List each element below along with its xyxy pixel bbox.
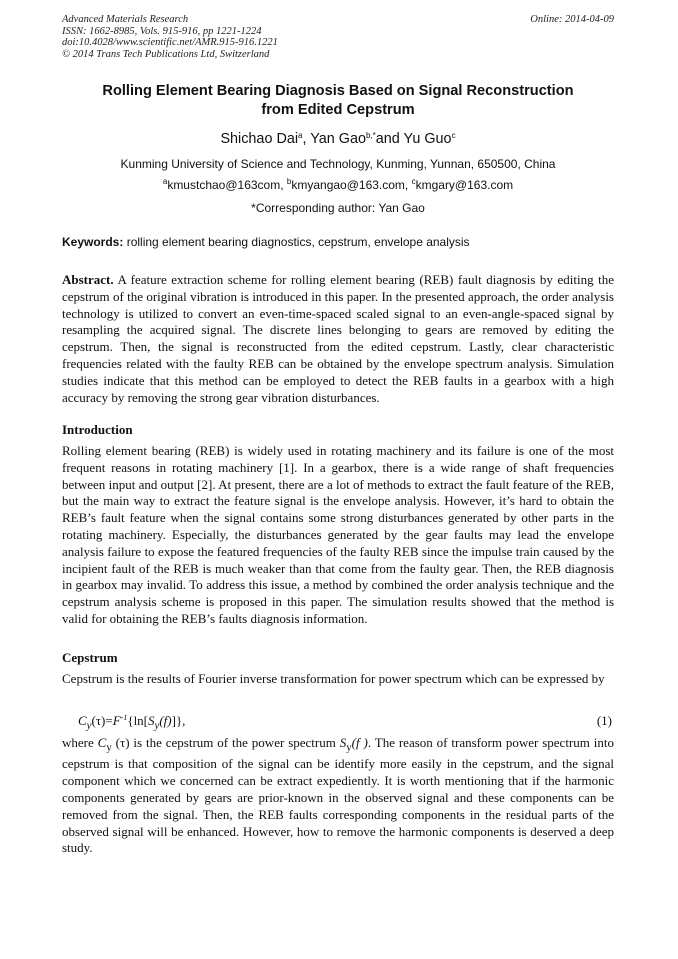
online-date: Online: 2014-04-09 <box>530 14 614 25</box>
author-list <box>62 130 614 148</box>
cepstrum-explanation-paragraph <box>62 735 614 857</box>
where-S: S <box>339 735 347 750</box>
eq-f: (f) <box>159 713 172 728</box>
eq-close: ]}, <box>171 713 186 728</box>
cepstrum-heading: Cepstrum <box>62 650 118 665</box>
where-rest: . The reason of transform power spectrum into cepstrum is that composition of the signal can be identify more easily in the cepstrum, and the signal component which we concerned can be extract expediently. It is worth mentioning that if the harmonic components generated by gears are prior-known in the observed signal and these components can be removed from the signal. Then, the REB faults corresponding components in the residual parts of the observed signal will be enhanced. However, how to remove the harmonic components is deserved a deep study. <box>62 735 614 856</box>
issn-line: ISSN: 1662-8985, Vols. 915-916, pp 1221-1224 <box>62 25 262 37</box>
eq-F-sup: -1 <box>120 713 128 722</box>
where-C-sub: y <box>106 741 112 754</box>
paper-title <box>62 82 614 120</box>
email-a-mark: a <box>162 177 168 186</box>
eq-open: {ln[ <box>127 713 149 728</box>
equation-number: (1) <box>596 713 612 728</box>
email-c: kmgary@163.com <box>415 178 514 192</box>
where-C: C <box>97 735 107 750</box>
eq-F: F <box>112 713 121 728</box>
corresponding-author: *Corresponding author: Yan Gao <box>251 201 425 215</box>
cepstrum-intro-paragraph: Cepstrum is the results of Fourier inverse transformation for power spectrum which can be expressed by <box>62 671 605 686</box>
where-S-sub: y <box>346 741 352 754</box>
title-line-2: from Edited Cepstrum <box>261 102 415 118</box>
eq-C-sub: y <box>86 719 92 732</box>
abstract-text: A feature extraction scheme for rolling element bearing (REB) fault diagnosis by editing the cepstrum of the original vibration is introduced in this paper. In the presented approach, the order analysis technology is utilized to convert an even-time-spaced scaled signal to an even-angle-spaced signal by resampling the acquired signal. The discrete lines belonging to gears are removed by editing the cepstrum. Then, the signal is reconstructed from the edited cepstrum. Lastly, clear characteristic frequencies related with the faulty REB can be obtained by the envelope spectrum analysis. Simulation studies indicate that this method can be employed to detect the REB faults in a gearbox with a high accuracy by removing the strong gear vibration disturbances. <box>62 272 614 405</box>
author-emails <box>62 178 614 193</box>
abstract-label: Abstract. <box>62 272 114 287</box>
author-3: Yu Guo <box>403 131 452 147</box>
eq-S-sub: y <box>154 719 160 732</box>
introduction-paragraph: Rolling element bearing (REB) is widely used in rotating machinery and its failure is one of the most frequent reasons in rotating machinery [1]. In a gearbox, there is a wide range of shaft frequencies between input and output [2]. At present, there are a lot of methods to extract the fault feature of the REB, but the main way to extract the feature signal is the envelope analysis. However, it’s hard to obtain the REB’s fault feature when the signal contains some strong disturbances generated by other parts in the rotating machinery. Especially, the disturbances generated by the gear faults may lead the envelope analysis failure to expose the featured frequencies of the faulty REB since the impulse train caused by the incipient fault of the REB is much weaker than that come from the faulty gear. Then, the REB diagnosis in gearbox may invalid. To address this issue, a method by combined the order analysis technique and the cepstrum analysis scheme is proposed in this paper. The simulation results showed that the method is valid for obtaining the REB’s faults diagnosis information. <box>62 443 614 626</box>
author-3-mark: c <box>451 131 456 140</box>
introduction-heading: Introduction <box>62 422 133 437</box>
affiliation: Kunming University of Science and Technology, Kunming, Yunnan, 650500, China <box>120 157 556 171</box>
author-separator: , <box>302 131 311 147</box>
author-2: Yan Gao <box>310 131 366 147</box>
where-f: (f ) <box>351 735 368 750</box>
email-b-mark: b <box>286 177 292 186</box>
title-line-1: Rolling Element Bearing Diagnosis Based on Signal Reconstruction <box>102 83 574 99</box>
keywords-label: Keywords: <box>62 235 124 249</box>
equation-expression <box>78 713 185 734</box>
email-c-mark: c <box>411 177 416 186</box>
author-2-mark: b,* <box>366 131 376 140</box>
abstract <box>62 272 614 406</box>
journal-header <box>62 14 614 60</box>
email-a: kmustchao@163com, <box>167 178 287 192</box>
keywords <box>62 235 614 250</box>
email-b: kmyangao@163.com, <box>291 178 412 192</box>
author-1-mark: a <box>298 131 303 140</box>
doi-line: doi:10.4028/www.scientific.net/AMR.915-916.1221 <box>62 37 278 48</box>
copyright-line: © 2014 Trans Tech Publications Ltd, Switzerland <box>62 48 270 60</box>
where-prefix: where <box>62 735 98 750</box>
eq-C: C <box>78 713 87 728</box>
where-tau: (τ) <box>111 735 130 750</box>
eq-S: S <box>148 713 155 728</box>
where-middle: is the cepstrum of the power spectrum <box>129 735 340 750</box>
keywords-text: rolling element bearing diagnostics, cepstrum, envelope analysis <box>123 235 470 249</box>
author-1: Shichao Dai <box>220 131 299 147</box>
author-separator: and <box>375 131 404 147</box>
eq-tau: (τ)= <box>91 713 113 728</box>
journal-name: Advanced Materials Research <box>62 14 189 25</box>
